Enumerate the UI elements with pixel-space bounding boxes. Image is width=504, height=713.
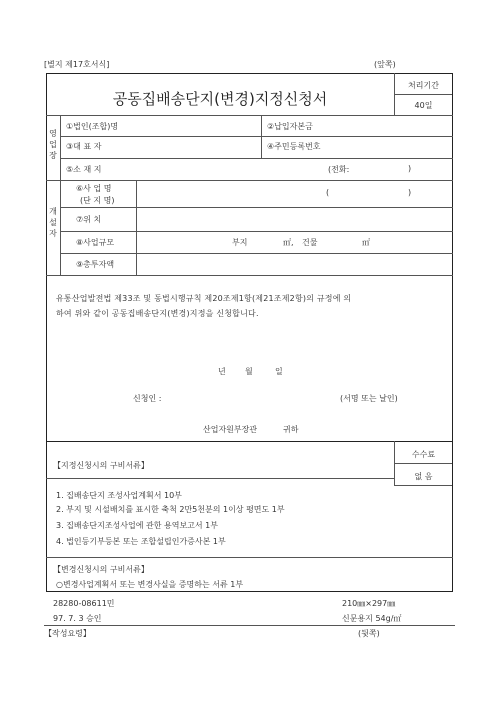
doc-item: 2. 부지 및 시설배치를 표시한 축척 2만5천분의 1이상 평면도 1부 xyxy=(56,505,285,514)
section1-label-divider xyxy=(60,115,61,181)
lower-left-border xyxy=(46,441,47,592)
change-docs-heading: 【변경신청시의 구비서류】 xyxy=(53,565,149,574)
form-right-border xyxy=(452,73,453,442)
title-bottom-line xyxy=(46,115,453,116)
date-month: 월 xyxy=(245,367,253,376)
section-divider xyxy=(46,180,453,181)
section2-label: 개 설 자 xyxy=(49,207,57,238)
footer-divider xyxy=(44,625,455,626)
project-name-label: ⑥사 업 명 xyxy=(76,184,112,193)
complex-name-label: (단 지 명) xyxy=(80,196,115,205)
complex-paren-open: ( xyxy=(326,188,330,197)
row-line xyxy=(60,207,453,208)
date-year: 년 xyxy=(218,367,226,376)
statement-line-1: 유통산업발전법 제33조 및 동법시행규칙 제20조제1항(제21조제2항)의 규정에 의 xyxy=(56,294,352,303)
recipient-honorific: 귀하 xyxy=(283,425,299,434)
form-top-border xyxy=(46,73,453,74)
paper-type: 신문용지 54g/㎡ xyxy=(342,614,402,623)
section2-label-divider xyxy=(60,180,61,275)
investment-label: ⑨총투자액 xyxy=(76,260,115,269)
doc-item: ○변경사업계획서 또는 변경사실을 증명하는 서류 1부 xyxy=(56,580,244,589)
date-day: 일 xyxy=(275,367,283,376)
site-area-label: 부지 xyxy=(232,238,248,247)
representative-label: ③대 표 자 xyxy=(66,142,102,151)
position-label: ⑦위 치 xyxy=(76,215,102,224)
writing-guide-label: 【작성요령】 xyxy=(44,629,91,638)
fee-box-bottom xyxy=(394,485,452,486)
row-line xyxy=(60,253,453,254)
doc-item: 1. 집배송단지 조성사업계획서 10부 xyxy=(56,491,182,500)
building-unit: ㎡ xyxy=(362,238,370,247)
row-line xyxy=(60,158,453,159)
lower-bottom-border xyxy=(46,591,453,592)
applicant-label: 신청인 : xyxy=(133,394,162,403)
paper-size: 210㎜×297㎜ xyxy=(342,599,396,608)
form-number: [별지 제17호서식] xyxy=(44,60,110,69)
fee-label: 수수료 xyxy=(411,450,436,459)
statement-line-2: 하여 위와 같이 공동집배송단지(변경)지정을 신청합니다. xyxy=(56,309,259,318)
seal-label: (서명 또는 날인) xyxy=(340,394,398,403)
page-side-label: (앞쪽) xyxy=(374,60,396,69)
row-line xyxy=(60,231,453,232)
phone-close: ) xyxy=(408,164,412,173)
capital-label: ②납입자본금 xyxy=(267,122,313,131)
location-label: ⑤소 재 지 xyxy=(66,165,102,174)
doc-item: 3. 집배송단지조성사업에 관한 용역보고서 1부 xyxy=(56,521,218,530)
processing-period-value: 40일 xyxy=(414,101,433,110)
doc-item: 4. 법인등기부등본 또는 조합설립인가증사본 1부 xyxy=(56,537,226,546)
phone-label: (전화: xyxy=(328,165,350,174)
section1-label: 영 업 장 xyxy=(49,129,57,160)
back-side-label: (뒷쪽) xyxy=(358,629,380,638)
fee-box-mid xyxy=(394,463,452,464)
recipient-label: 산업자원부장관 xyxy=(203,425,258,434)
processing-box-mid xyxy=(394,94,452,95)
site-area-unit: ㎡, xyxy=(283,238,294,247)
lower-right-border xyxy=(452,441,453,592)
form-title-wrap xyxy=(46,88,394,109)
row-line xyxy=(46,557,453,558)
label-col-divider xyxy=(136,180,137,275)
row-line xyxy=(60,136,453,137)
form-title: 공동집배송단지(변경)지정신청서 xyxy=(112,90,328,108)
complex-paren-close: ) xyxy=(408,188,412,197)
form-mid-border xyxy=(46,441,453,442)
row-line xyxy=(46,478,394,479)
corp-name-label: ①법인(조합)명 xyxy=(66,122,119,131)
form-left-border xyxy=(46,73,47,442)
form-code: 28280-08611민 xyxy=(53,599,115,608)
fee-value: 없 음 xyxy=(414,472,433,481)
building-label: 건물 xyxy=(302,238,318,247)
designation-docs-heading: 【지정신청시의 구비서류】 xyxy=(53,461,149,470)
processing-period-label: 처리기간 xyxy=(408,81,439,90)
scale-label: ⑧사업규모 xyxy=(76,238,115,247)
approval-date: 97. 7. 3 승인 xyxy=(53,614,102,623)
col-divider xyxy=(261,115,262,158)
section-divider xyxy=(46,275,453,276)
resident-no-label: ④주민등록번호 xyxy=(267,142,321,151)
